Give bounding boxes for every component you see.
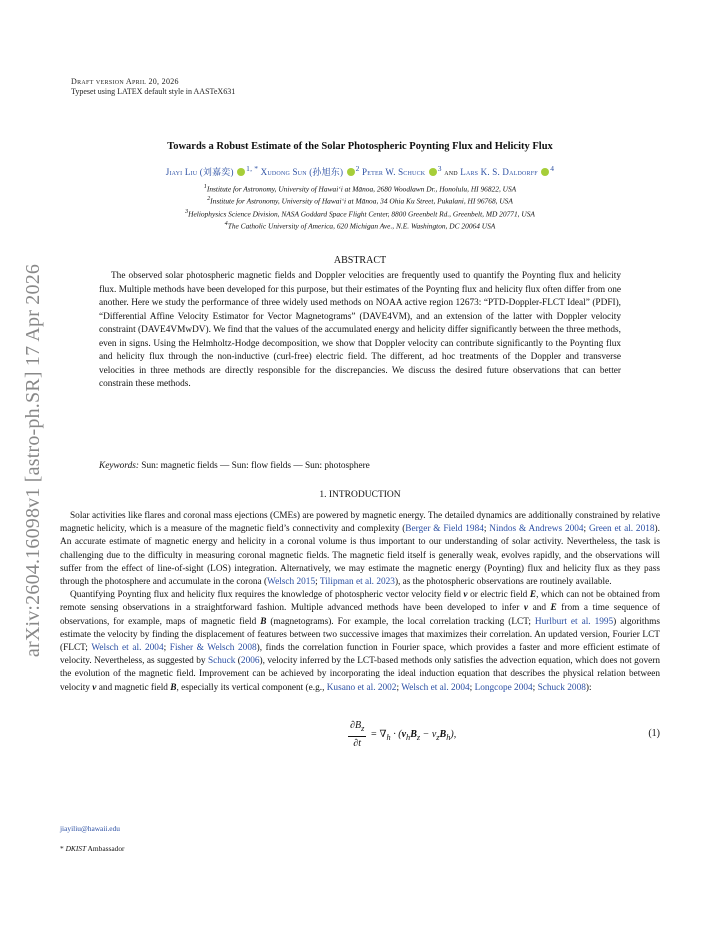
affiliation-text: The Catholic University of America, 620 Michigan Ave., N.E. Washington, DC 20064 USA <box>227 221 496 231</box>
text-run: ; <box>469 682 475 693</box>
citation-link[interactable]: Berger & Field 1984 <box>405 524 484 535</box>
numerator-text: ∂B <box>350 720 362 731</box>
text-run: from a time sequence of observations, for example, maps of magnetic field <box>60 603 660 627</box>
orcid-icon[interactable] <box>237 168 245 176</box>
text-run: ) algorithms estimate the velocity by finding the displacement of features between two successive images that maximizes their correlation. An updated version, Fourier LCT (FLCT; <box>60 616 660 654</box>
orcid-icon[interactable] <box>541 168 549 176</box>
orcid-icon[interactable] <box>429 168 437 176</box>
citation-link[interactable]: Hurlburt et al. 1995 <box>534 616 614 627</box>
citation-link[interactable]: Longcope 2004 <box>474 682 533 693</box>
math-symbol: B <box>170 682 177 693</box>
text-run: Quantifying Poynting flux and helicity flux requires the knowledge of photospheric vector velocity field <box>70 590 464 601</box>
equation-numerator <box>348 719 366 737</box>
math-symbol: v <box>401 728 407 740</box>
equation-expression <box>348 719 456 751</box>
keywords <box>99 461 370 471</box>
affiliation-3 <box>60 207 660 219</box>
math-symbol: E <box>529 590 537 601</box>
footnote-text: Ambassador <box>86 844 125 853</box>
subscript: z <box>361 724 365 733</box>
text-run: ; <box>583 524 589 535</box>
text-run: ; <box>532 682 538 693</box>
affiliation-mark: 1 <box>203 184 207 190</box>
abstract-heading: ABSTRACT <box>333 255 387 266</box>
author-and: and <box>444 167 458 177</box>
subscript: h <box>446 732 451 742</box>
subscript: h <box>406 732 411 742</box>
author-jiayi-liu[interactable]: Jiayi Liu (刘嘉奕) <box>165 167 234 177</box>
paper-title: Towards a Robust Estimate of the Solar Photospheric Poynting Flux and Helicity Flux <box>167 141 553 152</box>
typeset-line: Typeset using LATEX default style in AASTeX631 <box>71 87 236 96</box>
abstract-text: The observed solar photospheric magnetic fields and Doppler velocities are frequently used to quantify the Poynting flux and helicity flux. Multiple methods have been developed for this purpose, but their estimates of the Poynting flux and helicity flux often differ from one another. Here we study the performance of three widely used methods on NOAA active region 12673: “PTD-Doppler-FLCT Ideal” (PDFI), “Differential Affine Velocity Estimator for Vector Magnetograms” (DAVE4VM), and an extension of the latter with Doppler velocity constraint (DAVE4VMwDV). We find that the values of the accumulated energy and helicity differ significantly between the three methods, even in signs. Using the Helmholtz-Hodge decomposition, we show that Doppler velocity can contribute significantly to the Poynting flux and helicity flux through the non-inductive (curl-free) electric field. The different, ad hoc treatments of the Doppler and transverse velocities in three methods are directly responsible for the discrepancies. We discuss the desired future observations that can better constrain these methods. <box>99 271 621 389</box>
text-run: and magnetic field <box>96 682 171 693</box>
author-affil-mark: 3 <box>437 164 442 173</box>
equation-number: (1) <box>648 728 660 739</box>
text-run: ), as the photospheric observations are routinely available. <box>394 577 612 588</box>
text-run: ( <box>235 656 241 667</box>
rhs-text: − v <box>420 728 437 740</box>
equation-fraction <box>348 719 366 751</box>
math-symbol: v <box>463 590 468 601</box>
text-run: (magnetograms). For example, the local correlation tracking (LCT; <box>266 616 535 627</box>
author-affil-mark: 1, * <box>246 164 259 173</box>
rhs-text: ), <box>450 728 457 740</box>
author-peter-schuck[interactable]: Peter W. Schuck <box>362 167 426 177</box>
text-run: Solar activities like flares and coronal mass ejections (CMEs) are powered by magnetic energy. The detailed dynamics are additionally constrained by relative magnetic helicity, which is a measure of the magnetic field’s connectivity and complexity ( <box>60 511 660 535</box>
text-run: , especially its vertical component (e.g., <box>176 682 327 693</box>
arxiv-identifier: arXiv:2604.16098v1 [astro-ph.SR] 17 Apr 2026 <box>22 263 45 657</box>
author-affil-mark: 4 <box>550 164 555 173</box>
affiliations <box>60 182 660 232</box>
subscript: h <box>386 732 391 742</box>
affiliation-mark: 2 <box>207 196 211 203</box>
keywords-text: Sun: magnetic fields — Sun: flow fields — Sun: photosphere <box>141 461 370 471</box>
corresponding-email-link[interactable]: jiayiliu@hawaii.edu <box>60 824 120 833</box>
equation-denominator: ∂t <box>353 738 362 749</box>
math-symbol: B <box>439 728 447 740</box>
rhs-text: · ( <box>390 728 402 740</box>
affiliation-4 <box>60 219 660 231</box>
text-run: , which can not be obtained from remote sensing observations in a straightforward fashion. Multiple advanced methods have been developed to infer <box>60 590 660 614</box>
footnote <box>60 844 125 853</box>
footnote-mark: * <box>60 844 64 853</box>
citation-link[interactable]: Fisher & Welsch 2008 <box>169 643 257 654</box>
equation-rhs <box>370 729 456 742</box>
author-list <box>60 164 660 178</box>
footnote-italic: DKIST <box>65 844 87 853</box>
citation-link[interactable]: Schuck <box>207 656 236 667</box>
draft-version-line: Draft version April 20, 2026 <box>71 77 179 86</box>
citation-link[interactable]: 2006 <box>240 656 260 667</box>
author-lars-daldorff[interactable]: Lars K. S. Daldorff <box>460 167 538 177</box>
math-symbol: B <box>410 728 417 740</box>
rhs-text: = ∇ <box>370 728 387 740</box>
intro-paragraph-1 <box>60 510 660 589</box>
math-symbol: v <box>523 603 529 614</box>
arxiv-stamp <box>14 230 54 690</box>
affiliation-text: Institute for Astronomy, University of Hawaiʻi at Mānoa, 2680 Woodlawn Dr., Honolulu, HI 96822, USA <box>206 184 517 194</box>
text-run: and <box>528 603 551 614</box>
math-symbol: E <box>550 603 557 614</box>
citation-link[interactable]: Welsch et al. 2004 <box>401 682 470 693</box>
text-run: ; <box>396 682 402 693</box>
equation-1 <box>60 719 660 753</box>
affiliation-1 <box>60 182 660 194</box>
text-run: ) <box>259 656 263 667</box>
text-run: ). An accurate estimate of magnetic energy and helicity in a coronal volume is thus important to our understanding of solar activity. Nevertheless, the task is challenging due to the difficulty in measuring coronal magnetic fields. The magnetic field itself is generally weak, evolves rapidly, and the observations will suffer from the effect of line-of-sight (LOS) integration. Alternatively, we may estimate the magnetic energy (Poynting) flux and helicity flux as they pass through the photosphere and accumulate in the corona ( <box>60 524 660 588</box>
author-xudong-sun[interactable]: Xudong Sun (孙旭东) <box>260 167 344 177</box>
citation-link[interactable]: Welsch 2015 <box>267 577 316 588</box>
section-heading-introduction: 1. INTRODUCTION <box>319 490 401 500</box>
introduction-body <box>60 510 660 695</box>
text-run: ; <box>483 524 490 535</box>
math-symbol: B <box>260 616 267 627</box>
citation-link[interactable]: Nindos & Andrews 2004 <box>489 524 584 535</box>
citation-link[interactable]: Green et al. 2018 <box>588 524 655 535</box>
math-symbol: v <box>92 682 97 693</box>
affiliation-text: Heliophysics Science Division, NASA Goddard Space Flight Center, 8800 Greenbelt Rd., Greenbelt, MD 20771, USA <box>188 209 535 219</box>
orcid-icon[interactable] <box>347 168 355 176</box>
subscript: z <box>416 732 421 742</box>
affiliation-mark: 4 <box>224 221 228 228</box>
text-run: ): <box>585 682 592 693</box>
text-run: ; <box>163 643 170 654</box>
subscript: z <box>436 732 440 742</box>
text-run: ), finds the correlation function in Fourier space, which provides a faster and more efficient estimate of velocity. Nevertheless, as suggested by <box>60 643 660 667</box>
text-run: ; <box>315 577 320 588</box>
keywords-label: Keywords: <box>99 461 139 471</box>
citation-link[interactable]: Kusano et al. 2002 <box>326 682 397 693</box>
citation-link[interactable]: Welsch et al. 2004 <box>91 643 164 654</box>
text-run: or electric field <box>467 590 530 601</box>
text-run: , velocity inferred by the LCT-based methods only satisfies the advection equation, which does not govern the evolution of the magnetic field. Improvement can be achieved by incorporating the ideal induction equation that describes the physical relation between velocity <box>60 656 660 693</box>
page-header <box>71 77 235 97</box>
affiliation-mark: 3 <box>185 208 189 215</box>
author-affil-mark: 2 <box>355 164 360 173</box>
intro-paragraph-2 <box>60 589 660 695</box>
affiliation-2 <box>60 194 660 206</box>
citation-link[interactable]: Tilipman et al. 2023 <box>319 577 395 588</box>
citation-link[interactable]: Schuck 2008 <box>537 682 586 693</box>
affiliation-text: Institute for Astronomy, University of Hawaiʻi at Mānoa, 34 Ohia Ku Street, Pukalani, HI 96768, USA <box>210 196 513 206</box>
